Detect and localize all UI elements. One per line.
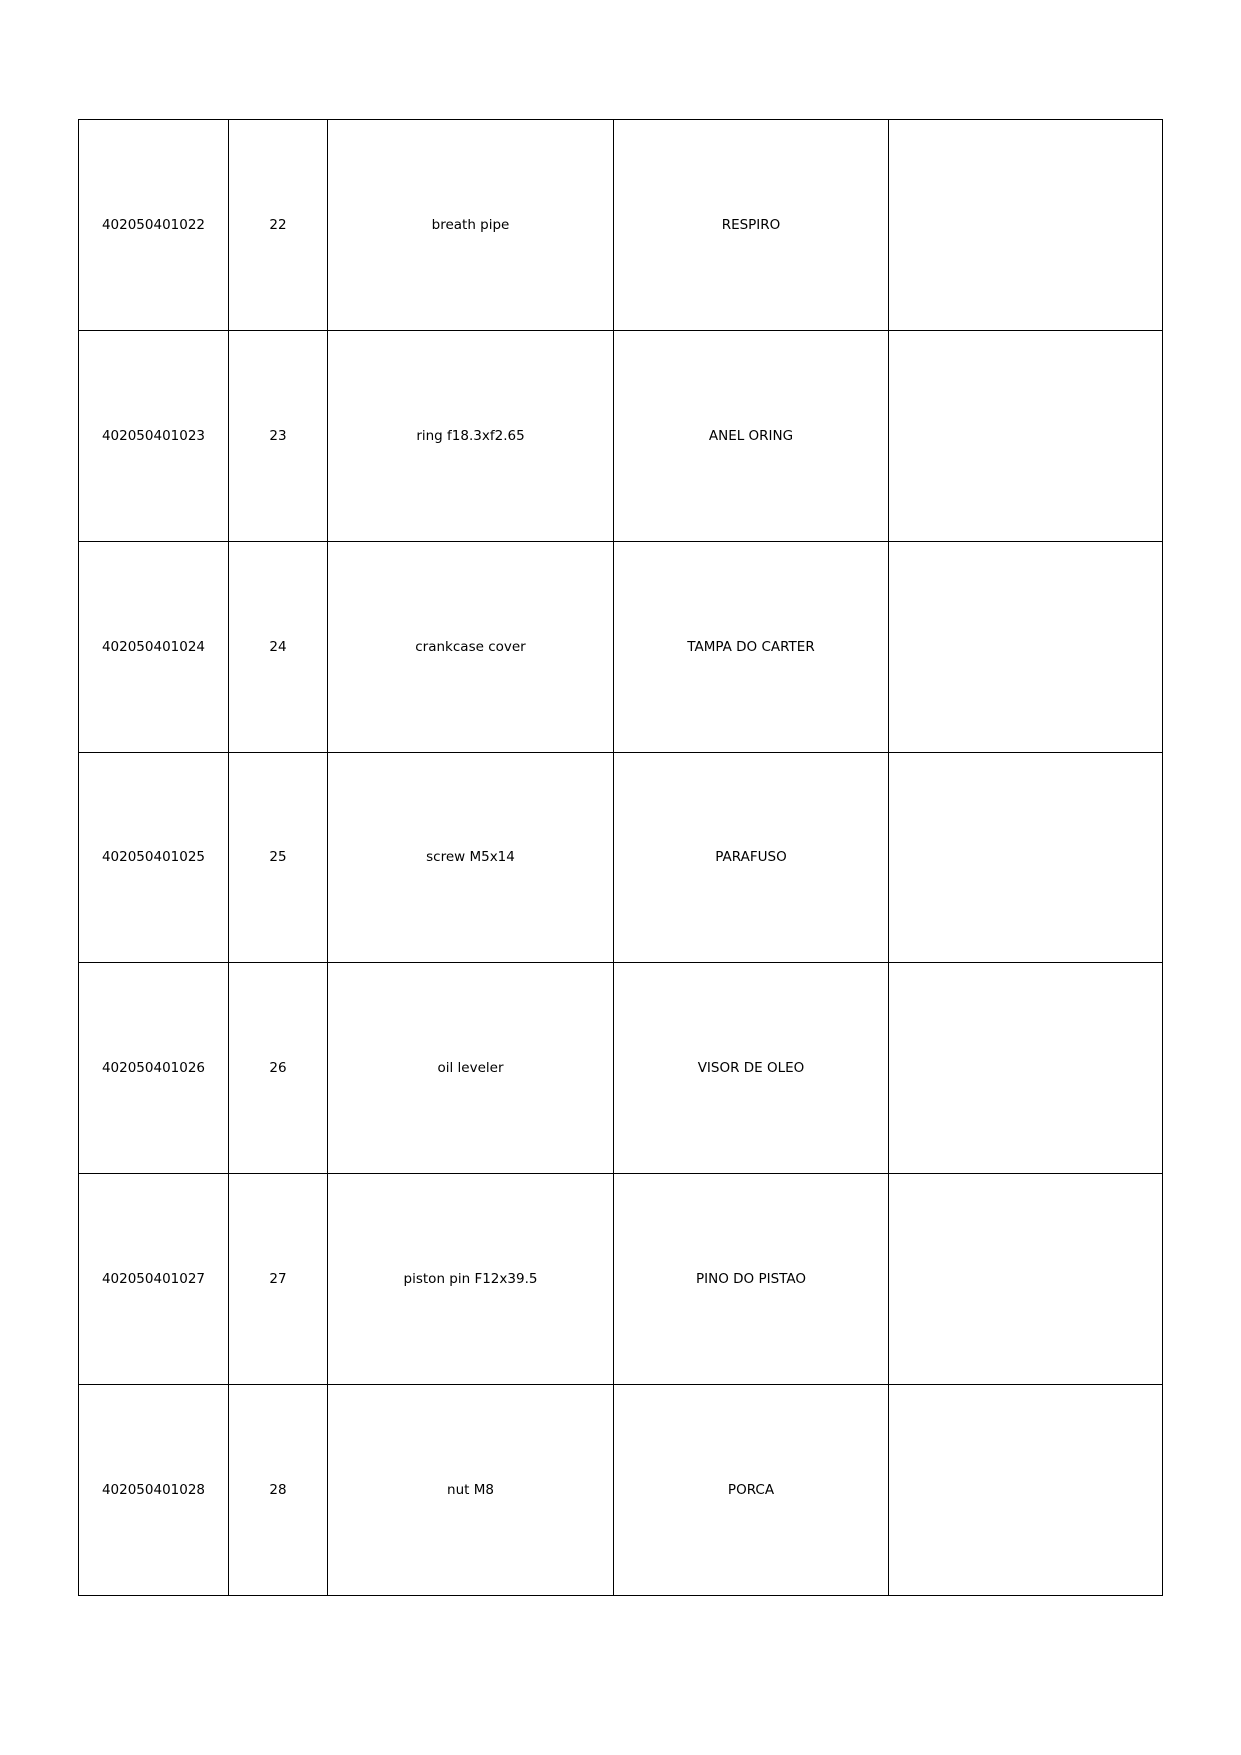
description-pt-cell: RESPIRO: [614, 120, 889, 331]
table-row: [79, 330, 1163, 541]
notes-cell: [889, 120, 1163, 331]
table-row: [79, 1174, 1163, 1385]
description-pt-cell: PARAFUSO: [614, 752, 889, 963]
notes-cell: [889, 1174, 1163, 1385]
part-code-cell: 402050401026: [79, 963, 229, 1174]
item-number-cell: 22: [229, 120, 328, 331]
description-en-cell: oil leveler: [328, 963, 614, 1174]
description-pt-cell: ANEL ORING: [614, 330, 889, 541]
notes-cell: [889, 541, 1163, 752]
description-en-cell: nut M8: [328, 1385, 614, 1596]
table-row: [79, 752, 1163, 963]
description-en-cell: screw M5x14: [328, 752, 614, 963]
part-code-cell: 402050401027: [79, 1174, 229, 1385]
part-code-cell: 402050401023: [79, 330, 229, 541]
description-pt-cell: PORCA: [614, 1385, 889, 1596]
part-code-cell: 402050401028: [79, 1385, 229, 1596]
description-pt-cell: VISOR DE OLEO: [614, 963, 889, 1174]
notes-cell: [889, 1385, 1163, 1596]
item-number-cell: 23: [229, 330, 328, 541]
notes-cell: [889, 752, 1163, 963]
item-number-cell: 26: [229, 963, 328, 1174]
item-number-cell: 25: [229, 752, 328, 963]
item-number-cell: 24: [229, 541, 328, 752]
description-en-cell: crankcase cover: [328, 541, 614, 752]
item-number-cell: 27: [229, 1174, 328, 1385]
notes-cell: [889, 330, 1163, 541]
description-pt-cell: TAMPA DO CARTER: [614, 541, 889, 752]
table-row: [79, 120, 1163, 331]
parts-table: [78, 119, 1163, 1596]
table-row: [79, 1385, 1163, 1596]
table-row: [79, 541, 1163, 752]
description-en-cell: ring f18.3xf2.65: [328, 330, 614, 541]
part-code-cell: 402050401025: [79, 752, 229, 963]
part-code-cell: 402050401022: [79, 120, 229, 331]
description-en-cell: piston pin F12x39.5: [328, 1174, 614, 1385]
description-pt-cell: PINO DO PISTAO: [614, 1174, 889, 1385]
notes-cell: [889, 963, 1163, 1174]
part-code-cell: 402050401024: [79, 541, 229, 752]
description-en-cell: breath pipe: [328, 120, 614, 331]
item-number-cell: 28: [229, 1385, 328, 1596]
table-row: [79, 963, 1163, 1174]
